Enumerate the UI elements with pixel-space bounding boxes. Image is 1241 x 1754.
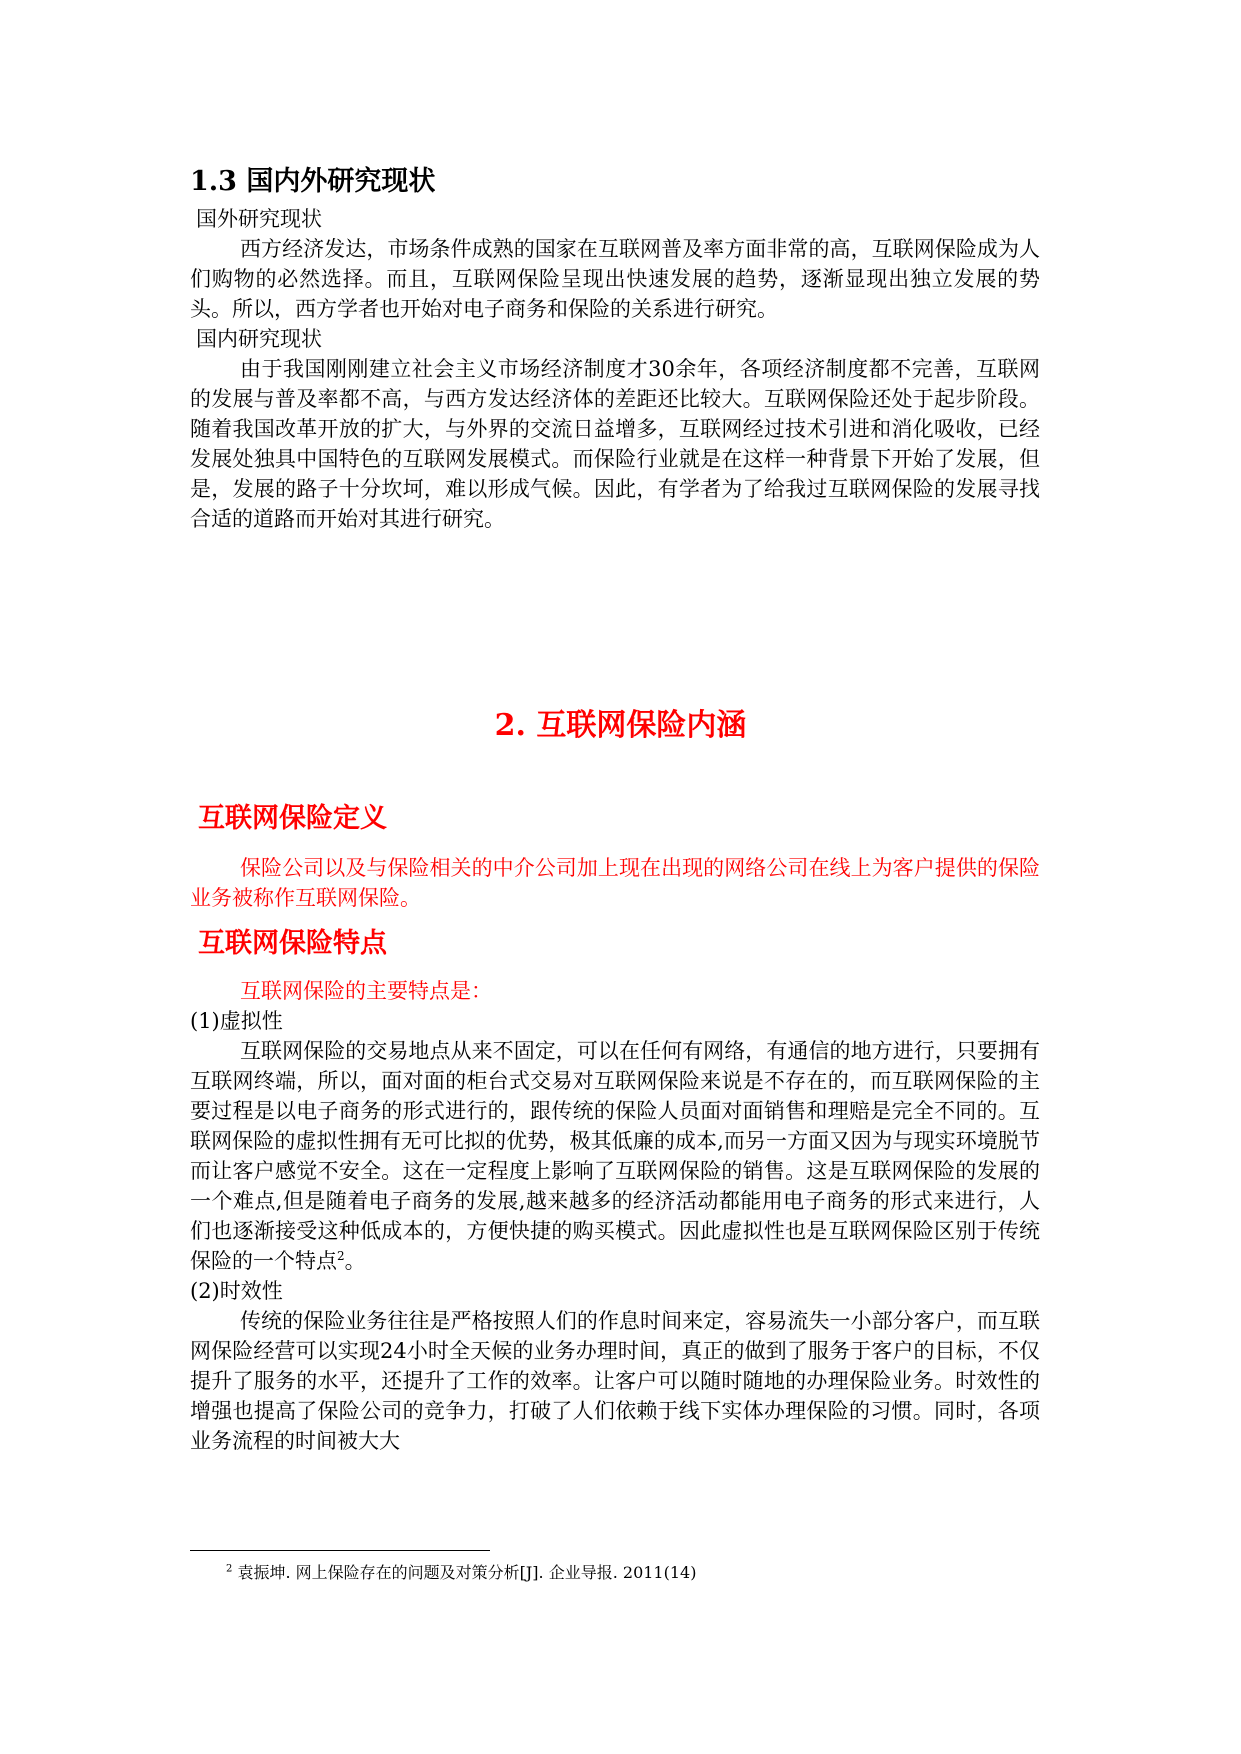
subheading-foreign: 国外研究现状 xyxy=(196,207,322,231)
chapter-heading: 2. 互联网保险内涵 xyxy=(494,708,747,743)
definition-heading: 互联网保险定义 xyxy=(198,803,387,834)
feature-2-paragraph: 传统的保险业务往往是严格按照人们的作息时间来定，容易流失一小部分客户，而互联网保险经营可以实现24小时全天候的业务办理时间，真正的做到了服务于客户的目标，不仅提升了服务的水平，还提升了工作的效率。让客户可以随时随地的办理保险业务。时效性的增强也提高了保险公司的竞争力，打破了人们依赖于线下实体办理保险的习惯。同时，各项业务流程的时间被大大 xyxy=(190,1309,1040,1453)
footnote-reference: 2 xyxy=(337,1249,345,1263)
paragraph-foreign-research: 西方经济发达，市场条件成熟的国家在互联网普及率方面非常的高，互联网保险成为人们购物的必然选择。而且，互联网保险呈现出快速发展的趋势，逐渐显现出独立发展的势头。所以，西方学者也开始对电子商务和保险的关系进行研究。 xyxy=(190,237,1040,321)
footnote-separator xyxy=(190,1550,490,1551)
feature-1-paragraph xyxy=(190,1036,1040,1276)
feature-1-label: (1)虚拟性 xyxy=(190,1009,283,1033)
footnote xyxy=(226,1560,1046,1586)
definition-section xyxy=(190,801,1040,913)
paragraph-domestic-research: 由于我国刚刚建立社会主义市场经济制度才30余年，各项经济制度都不完善，互联网的发展与普及率都不高，与西方发达经济体的差距还比较大。互联网保险还处于起步阶段。随着我国改革开放的扩大，与外界的交流日益增多，互联网经过技术引进和消化吸收，已经发展处独具中国特色的互联网发展模式。而保险行业就是在这样一种背景下开始了发展，但是，发展的路子十分坎坷，难以形成气候。因此，有学者为了给我过互联网保险的发展寻找合适的道路而开始对其进行研究。 xyxy=(190,357,1040,531)
footnote-text: 袁振坤. 网上保险存在的问题及对策分析[J]. 企业导报. 2011(14) xyxy=(237,1563,697,1582)
features-intro: 互联网保险的主要特点是： xyxy=(240,979,492,1003)
definition-paragraph: 保险公司以及与保险相关的中介公司加上现在出现的网络公司在线上为客户提供的保险业务被称作互联网保险。 xyxy=(190,856,1040,910)
section-1-3 xyxy=(190,164,1040,534)
features-heading: 互联网保险特点 xyxy=(198,928,387,959)
subheading-domestic: 国内研究现状 xyxy=(196,327,322,351)
features-section xyxy=(190,926,1040,1456)
section-heading: 1.3 国内外研究现状 xyxy=(190,166,436,197)
feature-1-text: 互联网保险的交易地点从来不固定，可以在任何有网络，有通信的地方进行，只要拥有互联网终端，所以，面对面的柜台式交易对互联网保险来说是不存在的，而互联网保险的主要过程是以电子商务的形式进行的，跟传统的保险人员面对面销售和理赔是完全不同的。互联网保险的虚拟性拥有无可比拟的优势，极其低廉的成本,而另一方面又因为与现实环境脱节而让客户感觉不安全。这在一定程度上影响了互联网保险的销售。这是互联网保险的发展的一个难点,但是随着电子商务的发展,越来越多的经济活动都能用电子商务的形式来进行，人们也逐渐接受这种低成本的，方便快捷的购买模式。因此虚拟性也是互联网保险区别于传统保险的一个特点 xyxy=(190,1039,1040,1273)
feature-1-end: 。 xyxy=(344,1249,366,1273)
feature-2-label: (2)时效性 xyxy=(190,1279,283,1303)
footnote-number: 2 xyxy=(226,1563,233,1575)
